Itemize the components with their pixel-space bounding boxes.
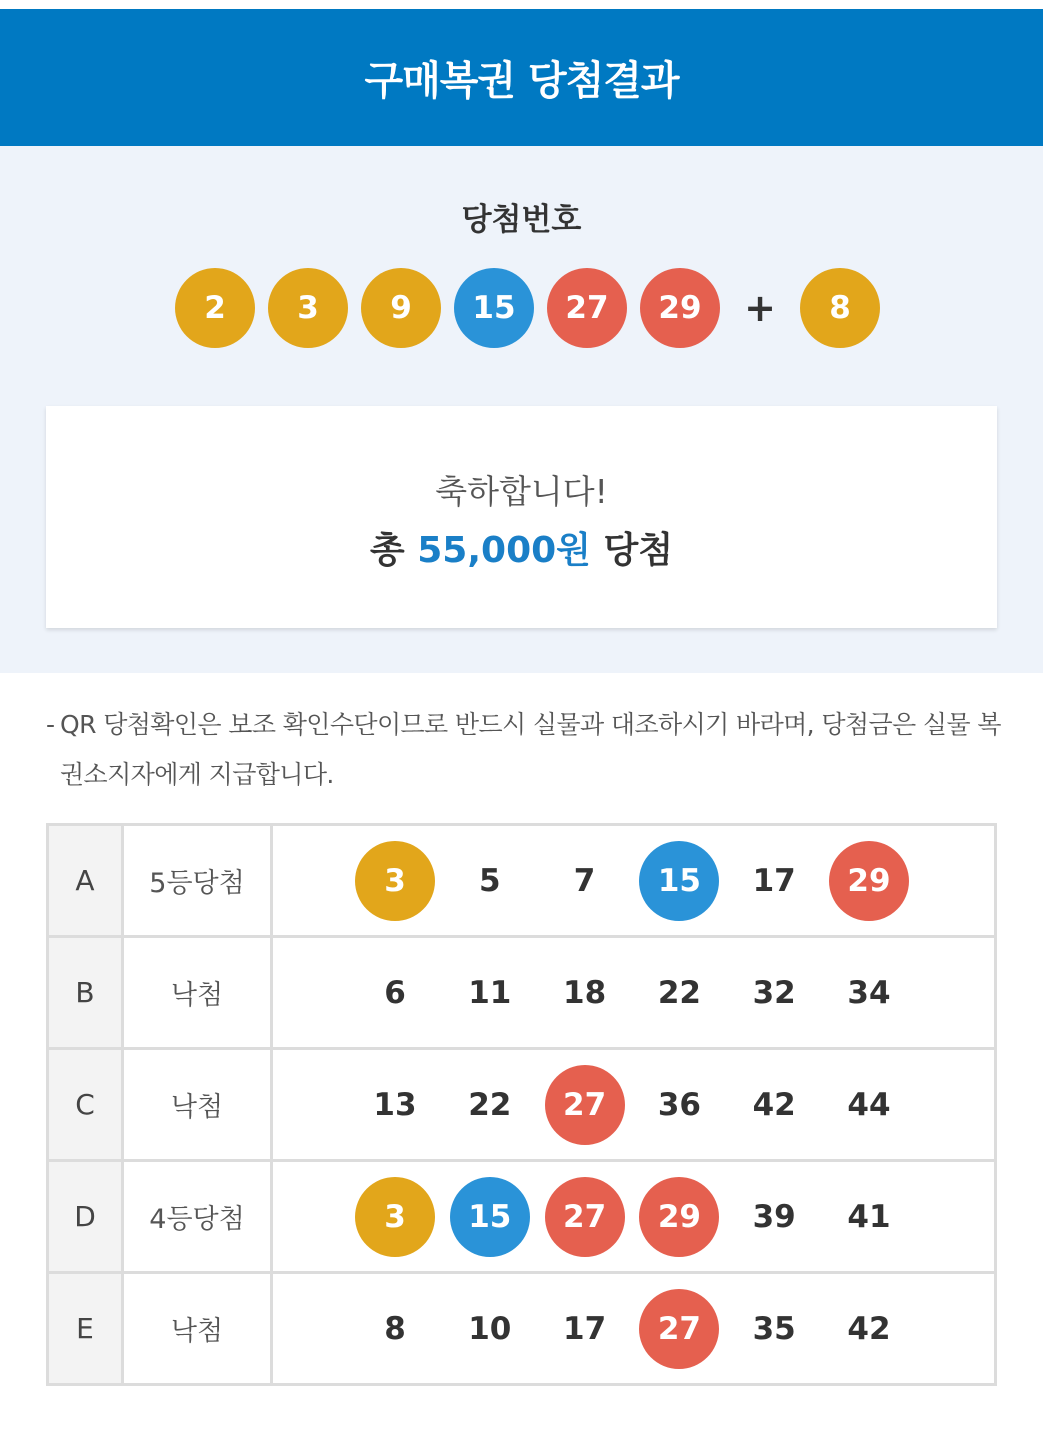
game-number: 8 bbox=[384, 1310, 406, 1347]
game-result: 낙첨 bbox=[123, 1273, 272, 1385]
game-numbers-row bbox=[273, 1177, 994, 1257]
game-number: 41 bbox=[847, 1198, 891, 1235]
game-number: 39 bbox=[752, 1198, 796, 1235]
game-number: 42 bbox=[847, 1310, 891, 1347]
matched-number-ball: 27 bbox=[545, 1177, 625, 1257]
game-numbers-row bbox=[273, 1065, 994, 1145]
game-number: 13 bbox=[373, 1086, 417, 1123]
winning-numbers-label: 당첨번호 bbox=[461, 202, 582, 238]
page-title: 구매복권 당첨결과 bbox=[364, 58, 679, 104]
game-number: 17 bbox=[752, 862, 796, 899]
game-label: B bbox=[48, 937, 123, 1049]
game-number: 17 bbox=[563, 1310, 607, 1347]
game-number: 35 bbox=[752, 1310, 796, 1347]
winning-numbers bbox=[175, 268, 880, 348]
table-row bbox=[48, 825, 996, 937]
matched-number-ball: 29 bbox=[829, 841, 909, 921]
game-number: 36 bbox=[657, 1086, 701, 1123]
bonus-number-ball: 8 bbox=[800, 268, 880, 348]
table-row bbox=[48, 1161, 996, 1273]
table-row bbox=[48, 937, 996, 1049]
matched-number-ball: 15 bbox=[639, 841, 719, 921]
game-numbers-row bbox=[273, 953, 994, 1033]
game-label: C bbox=[48, 1049, 123, 1161]
notice-dash: - bbox=[46, 710, 55, 739]
game-number: 7 bbox=[573, 862, 596, 899]
game-numbers-row bbox=[273, 1289, 994, 1369]
ticket-results-body bbox=[48, 825, 996, 1385]
game-number: 6 bbox=[384, 974, 406, 1011]
total-amount: 55,000원 bbox=[417, 530, 591, 571]
winning-number-ball: 29 bbox=[640, 268, 720, 348]
congrats-card bbox=[46, 406, 997, 628]
game-number: 44 bbox=[847, 1086, 891, 1123]
matched-number-ball: 3 bbox=[355, 841, 435, 921]
page-header bbox=[0, 9, 1043, 146]
game-number: 18 bbox=[563, 974, 607, 1011]
game-result: 4등당첨 bbox=[123, 1161, 272, 1273]
game-result: 5등당첨 bbox=[123, 825, 272, 937]
winning-number-ball: 27 bbox=[547, 268, 627, 348]
plus-symbol: + bbox=[744, 286, 776, 330]
winning-number-ball: 2 bbox=[175, 268, 255, 348]
congrats-message: 축하합니다! bbox=[435, 472, 608, 511]
game-number: 11 bbox=[468, 974, 512, 1011]
game-number: 22 bbox=[657, 974, 701, 1011]
game-number: 34 bbox=[847, 974, 891, 1011]
matched-number-ball: 27 bbox=[545, 1065, 625, 1145]
table-row bbox=[48, 1049, 996, 1161]
game-label: A bbox=[48, 825, 123, 937]
total-suffix: 당첨 bbox=[603, 530, 674, 571]
game-result: 낙첨 bbox=[123, 937, 272, 1049]
winning-summary bbox=[0, 146, 1043, 673]
game-number: 5 bbox=[479, 862, 501, 899]
notice bbox=[46, 700, 1006, 800]
winning-number-ball: 3 bbox=[268, 268, 348, 348]
notice-text: QR 당첨확인은 보조 확인수단이므로 반드시 실물과 대조하시기 바라며, 당첨금은 실물 복권소지자에게 지급합니다. bbox=[60, 710, 1001, 789]
game-numbers bbox=[272, 937, 996, 1049]
game-number: 10 bbox=[468, 1310, 512, 1347]
total-prize bbox=[46, 522, 997, 573]
game-numbers-row bbox=[273, 841, 994, 921]
matched-number-ball: 15 bbox=[450, 1177, 530, 1257]
winning-number-ball: 9 bbox=[361, 268, 441, 348]
game-numbers bbox=[272, 1049, 996, 1161]
ticket-results-table bbox=[46, 823, 997, 1386]
game-numbers bbox=[272, 825, 996, 937]
table-row bbox=[48, 1273, 996, 1385]
game-numbers bbox=[272, 1273, 996, 1385]
game-number: 32 bbox=[752, 974, 796, 1011]
game-label: D bbox=[48, 1161, 123, 1273]
matched-number-ball: 27 bbox=[639, 1289, 719, 1369]
winning-number-ball: 15 bbox=[454, 268, 534, 348]
matched-number-ball: 29 bbox=[639, 1177, 719, 1257]
game-numbers bbox=[272, 1161, 996, 1273]
game-number: 42 bbox=[752, 1086, 796, 1123]
game-label: E bbox=[48, 1273, 123, 1385]
game-number: 22 bbox=[468, 1086, 512, 1123]
matched-number-ball: 3 bbox=[355, 1177, 435, 1257]
total-prefix: 총 bbox=[369, 530, 405, 571]
game-result: 낙첨 bbox=[123, 1049, 272, 1161]
